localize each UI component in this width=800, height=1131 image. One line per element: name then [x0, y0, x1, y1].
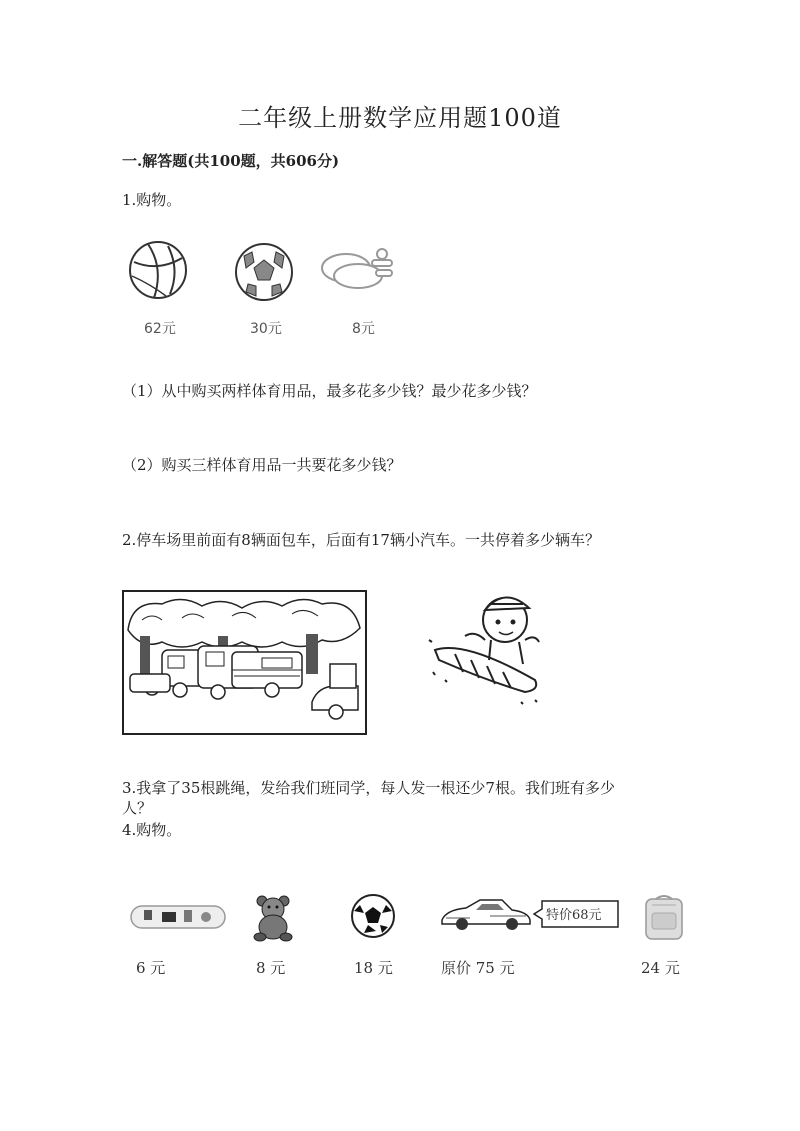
question-4: 4.购物。	[122, 821, 182, 839]
question-3-line-1: 3.我拿了35根跳绳，发给我们班同学，每人发一根还少7根。我们班有多少	[122, 779, 615, 797]
question-2: 2.停车场里前面有8辆面包车，后面有17辆小汽车。一共停着多少辆车？	[122, 531, 600, 549]
question-1-part-1: （1）从中购买两样体育用品，最多花多少钱？最少花多少钱？	[122, 382, 537, 400]
parking-lot-illustration	[122, 590, 367, 735]
price-football: 18 元	[354, 959, 393, 977]
football-icon	[350, 893, 396, 939]
ping-pong-paddles-icon	[320, 246, 395, 291]
question-1: 1.购物。	[122, 191, 182, 209]
price-basketball: 62元	[144, 321, 176, 337]
page-title: 二年级上册数学应用题100道	[238, 104, 562, 132]
teddy-bear-icon	[252, 893, 294, 941]
snowboarder-illustration	[425, 580, 545, 710]
price-ping-pong: 8元	[352, 321, 375, 337]
section-heading: 一.解答题(共100题，共606分)	[122, 152, 340, 170]
price-teddy-bear: 8 元	[256, 959, 286, 977]
basketball-icon	[128, 240, 188, 300]
price-toy-car-original: 原价 75 元	[441, 959, 515, 977]
price-soccer-ball: 30元	[250, 321, 282, 337]
pencil-case-icon	[130, 902, 226, 932]
question-3-line-2: 人？	[122, 799, 153, 817]
price-pencil-case: 6 元	[136, 959, 166, 977]
price-backpack: 24 元	[641, 959, 680, 977]
soccer-ball-icon	[234, 242, 294, 302]
backpack-icon	[642, 893, 686, 941]
toy-car-icon	[440, 896, 532, 932]
sale-tag-text: 特价68元	[546, 908, 602, 923]
question-1-part-2: （2）购买三样体育用品一共要花多少钱？	[122, 456, 402, 474]
